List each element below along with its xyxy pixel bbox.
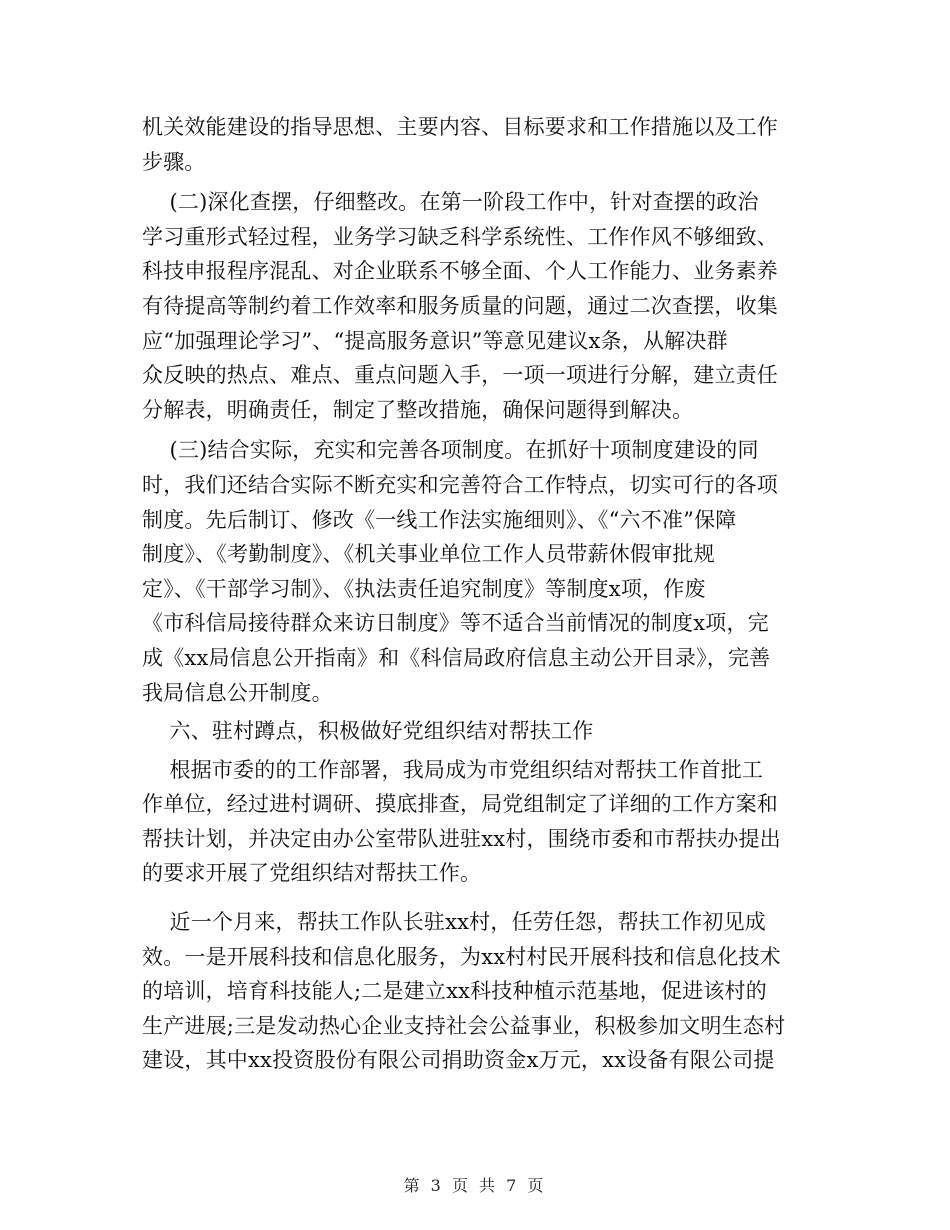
- text-line: 学习重形式轻过程，业务学习缺乏科学系统性、工作作风不够细致、: [142, 224, 778, 249]
- page-number-footer: 第 3 页 共 7 页: [403, 1176, 547, 1195]
- paragraph: [142, 753, 807, 891]
- text-line: 机关效能建设的指导思想、主要内容、目标要求和工作措施以及工作: [142, 115, 778, 139]
- text-line: 作单位，经过进村调研、摸底排查，局党组制定了详细的工作方案和: [142, 792, 778, 817]
- text-line: 帮扶计划，并决定由办公室带队进驻xx村，围绕市委和市帮扶办提出: [142, 826, 781, 851]
- text-line: 成《xx局信息公开指南》和《科信局政府信息主动公开目录》，完善: [142, 645, 771, 670]
- text-line: 制度。先后制订、修改《一线工作法实施细则》、《“六不准”保障: [142, 507, 737, 532]
- text-line: 众反映的热点、难点、重点问题入手，一项一项进行分解，建立责任: [142, 363, 778, 388]
- text-line: 生产进展;三是发动热心企业支持社会公益事业，积极参加文明生态村: [142, 1013, 786, 1038]
- text-line: 时，我们还结合实际不断充实和完善符合工作特点，切实可行的各项: [142, 472, 778, 497]
- text-line: 步骤。: [142, 149, 206, 174]
- document-body: [142, 110, 807, 1078]
- text-line: 有待提高等制约着工作效率和服务质量的问题，通过二次查摆，收集: [142, 293, 778, 318]
- text-line: 制度》、《考勤制度》、《机关事业单位工作人员带薪休假审批规: [142, 542, 715, 567]
- text-line: 六、驻村蹲点，积极做好党组织结对帮扶工作: [142, 719, 594, 744]
- text-line: (二)深化查摆，仔细整改。在第一阶段工作中，针对查摆的政治: [142, 190, 759, 215]
- section-heading: [142, 714, 807, 749]
- text-line: 科技申报程序混乱、对企业联系不够全面、个人工作能力、业务素养: [142, 259, 778, 284]
- paragraph: [142, 905, 807, 1078]
- text-line: 根据市委的的工作部署，我局成为市党组织结对帮扶工作首批工: [142, 757, 764, 782]
- text-line: 分解表，明确责任，制定了整改措施，确保问题得到解决。: [142, 397, 694, 422]
- paragraph: [142, 110, 807, 179]
- text-line: 我局信息公开制度。: [142, 680, 333, 705]
- text-line: 《市科信局接待群众来访日制度》等不适合当前情况的制度x项，完: [142, 611, 769, 636]
- paragraph: [142, 185, 807, 427]
- text-line: (三)结合实际，充实和完善各项制度。在抓好十项制度建设的同: [142, 438, 759, 463]
- text-line: 的要求开展了党组织结对帮扶工作。: [142, 861, 482, 886]
- text-line: 定》、《干部学习制》、《执法责任追究制度》等制度x项，作废: [142, 576, 706, 601]
- text-line: 近一个月来，帮扶工作队长驻xx村，任劳任怨，帮扶工作初见成: [142, 910, 766, 935]
- text-line: 的培训，培育科技能人;二是建立xx科技种植示范基地，促进该村的: [142, 979, 767, 1004]
- text-line: 效。一是开展科技和信息化服务，为xx村村民开展科技和信息化技术: [142, 944, 781, 969]
- paragraph: [142, 433, 807, 710]
- text-line: 应“加强理论学习”、“提高服务意识”等意见建议x条，从解决群: [142, 328, 728, 353]
- text-line: 建设，其中xx投资股份有限公司捐助资金x万元，xx设备有限公司提: [142, 1048, 775, 1073]
